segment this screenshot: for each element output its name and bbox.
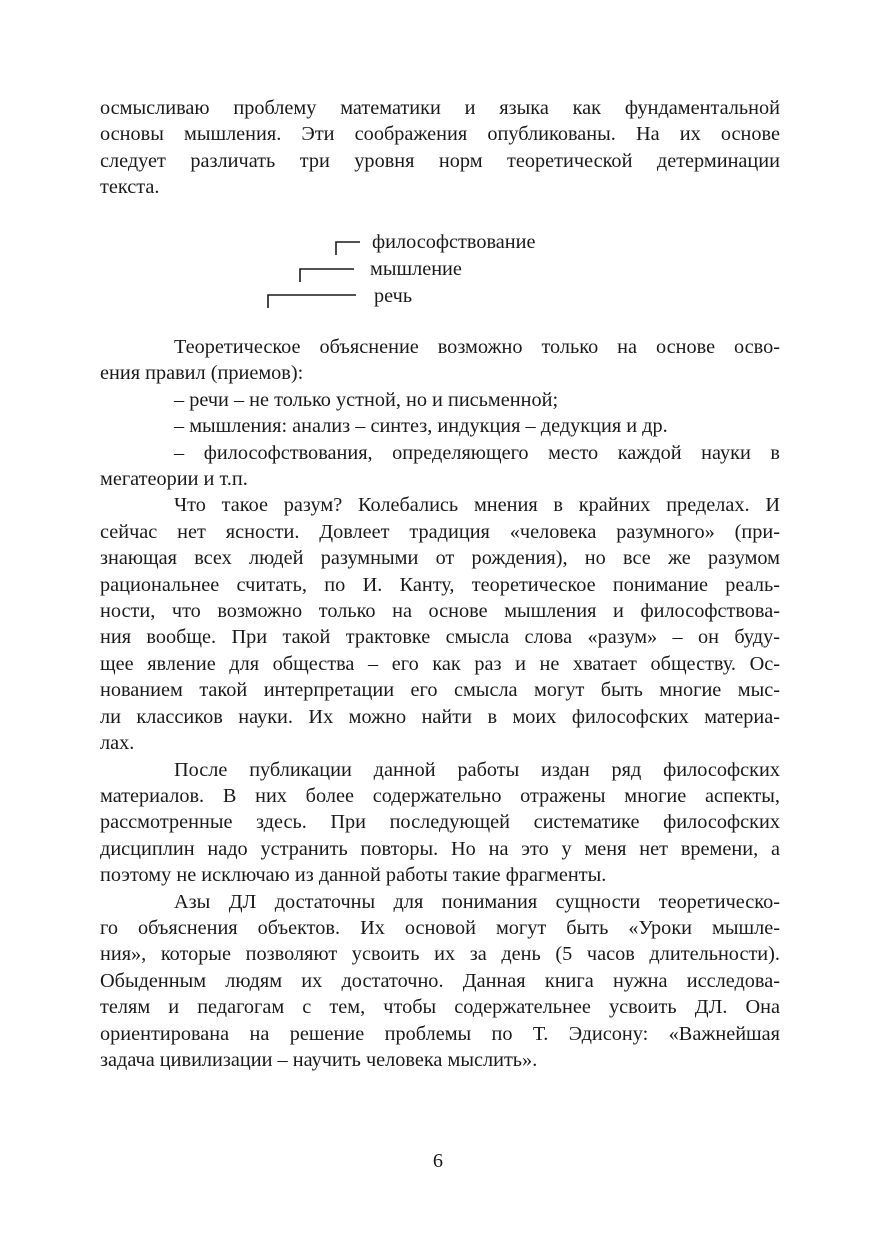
list-item: – мышления: анализ – синтез, индукция – дедукция и др. (174, 415, 668, 438)
text-line: ния», которые позволяют усвоить их за день (5 часов длительности). (100, 943, 780, 966)
text-line: щее явление для общества – его как раз и не хватает обществу. Ос- (100, 652, 780, 675)
text-line: После публикации данной работы издан ряд философских (174, 758, 780, 781)
body-text (100, 334, 780, 1073)
text-line: рассмотренные здесь. При последующей систематике философских (100, 811, 780, 834)
text-line: ности, что возможно только на основе мышления и философствова- (100, 600, 780, 623)
text-line: телям и педагогам с тем, чтобы содержательнее усвоить ДЛ. Она (100, 996, 780, 1019)
list-item-continuation: мегатеории и т.п. (100, 468, 248, 491)
text-line: текста. (100, 176, 160, 199)
text-line: лах. (100, 732, 135, 755)
text-line: основы мышления. Эти соображения опубликованы. На их основе (100, 123, 780, 146)
text-line: Теоретическое объяснение возможно только на основе осво- (174, 336, 780, 358)
text-line: задача цивилизации – научить человека мыслить». (100, 1048, 538, 1071)
text-line: ли классиков науки. Их можно найти в моих философских материа- (100, 705, 780, 728)
page-number: 6 (432, 1150, 444, 1172)
text-line: ния вообще. При такой трактовке смысла слова «разум» – он буду- (100, 626, 780, 649)
list-item: – речи – не только устной, но и письменной; (174, 388, 559, 411)
step-thinking (300, 269, 354, 282)
level-label-speech: речь (374, 285, 413, 307)
step-speech (268, 295, 356, 308)
text-line: следует различать три уровня норм теоретической детерминации (100, 149, 780, 172)
text-line: дисциплин надо устранить повторы. Но на это у меня нет времени, а (100, 837, 780, 860)
level-label-philosophizing: философствование (372, 231, 536, 253)
text-line: рациональнее считать, по И. Канту, теоретическое понимание реаль- (100, 573, 780, 596)
text-line: Что такое разум? Колебались мнения в крайних пределах. И (174, 494, 780, 517)
text-line: ориентирована на решение проблемы по Т. Эдисону: «Важнейшая (100, 1022, 780, 1045)
text-line: Азы ДЛ достаточны для понимания сущности теоретическо- (174, 890, 780, 913)
text-line: сейчас нет ясности. Довлеет традиция «человека разумного» (при- (100, 520, 780, 543)
text-line: Обыденным людям их достаточно. Данная книга нужна исследова- (100, 969, 780, 992)
text-line: материалов. В них более содержательно отражены многие аспекты, (100, 784, 780, 807)
text-line: го объяснения объектов. Их основой могут быть «Уроки мышле- (100, 916, 780, 939)
text-line: осмысливаю проблему математики и языка как фундаментальной (100, 97, 780, 119)
intro-paragraph (100, 95, 780, 201)
step-philosophizing (336, 242, 360, 255)
text-line: поэтому не исключаю из данной работы такие фрагменты. (100, 864, 607, 887)
levels-staircase-diagram (262, 228, 582, 314)
text-line: знающая всех людей разумными от рождения), но все же разумом (100, 547, 780, 570)
list-item: – философствования, определяющего место каждой науки в (174, 441, 780, 464)
level-label-thinking: мышление (370, 258, 462, 280)
text-line: нованием такой интерпретации его смысла могут быть многие мыс- (100, 679, 780, 702)
text-line: ения правил (приемов): (100, 362, 304, 385)
